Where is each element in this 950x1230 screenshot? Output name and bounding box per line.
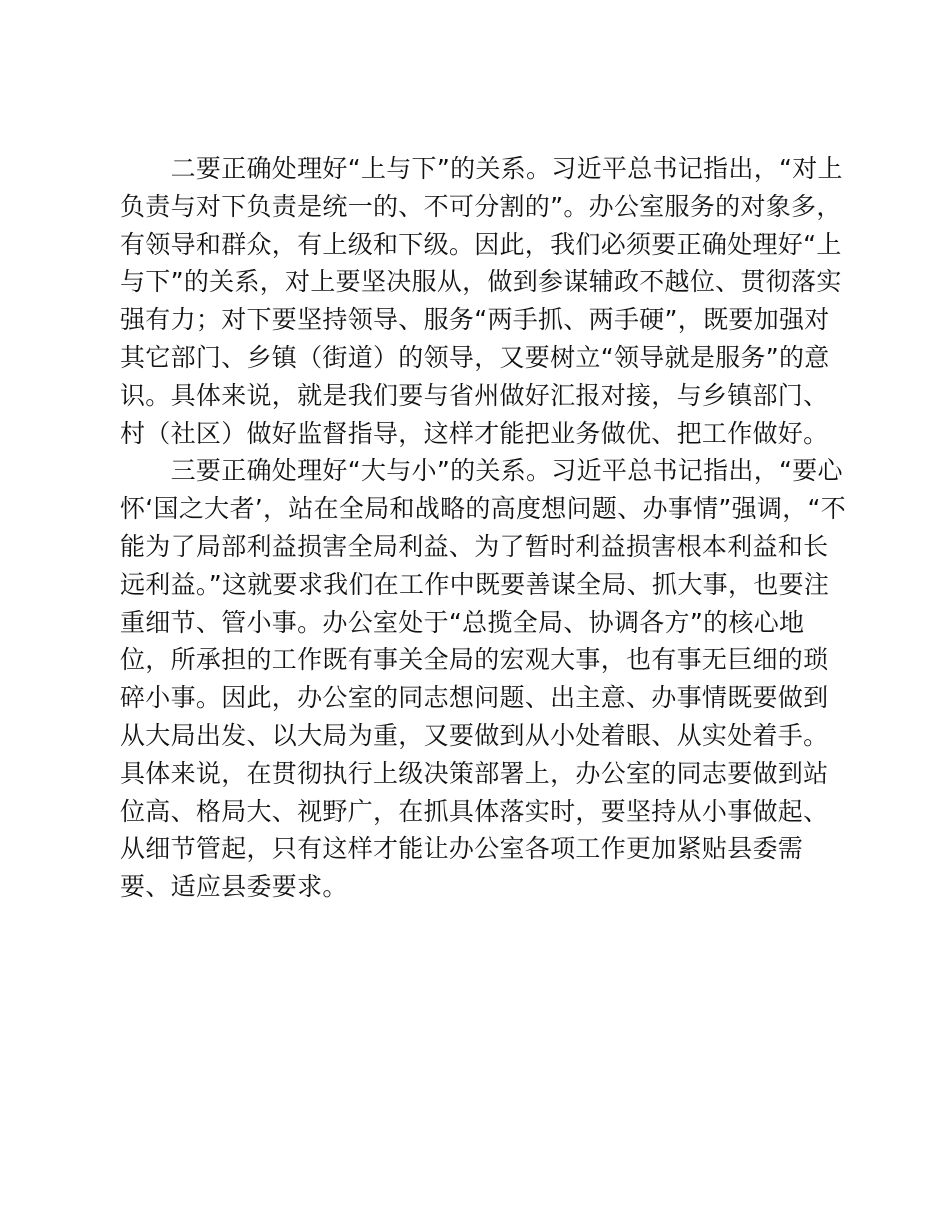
paragraph-big-small — [120, 452, 847, 906]
text-line: 三要正确处理好“大与小”的关系。习近平总书记指出，“要心 — [120, 456, 843, 486]
text-line: 位，所承担的工作既有事关全局的宏观大事，也有事无巨细的琐 — [120, 645, 829, 675]
text-line: 负责与对下负责是统一的、不可分割的”。办公室服务的对象多， — [120, 191, 842, 221]
body-text — [120, 150, 847, 906]
text-line: 二要正确处理好“上与下”的关系。习近平总书记指出，“对上 — [120, 154, 843, 183]
text-line: 其它部门、乡镇（街道）的领导，又要树立“领导就是服务”的意 — [120, 342, 830, 372]
text-line: 具体来说，在贯彻执行上级决策部署上，办公室的同志要做到站 — [120, 758, 829, 788]
text-line: 从大局出发、以大局为重，又要做到从小处着眼、从实处着手。 — [120, 720, 829, 750]
text-line: 位高、格局大、视野广，在抓具体落实时，要坚持从小事做起、 — [120, 796, 829, 826]
text-line: 村（社区）做好监督指导，这样才能把业务做优、把工作做好。 — [120, 418, 829, 448]
paragraph-upper-lower — [120, 150, 843, 452]
text-line: 强有力；对下要坚持领导、服务“两手抓、两手硬”，既要加强对 — [120, 305, 830, 335]
text-line: 怀‘国之大者’，站在全局和战略的高度想问题、办事情”强调，“不 — [120, 494, 847, 524]
text-line: 能为了局部利益损害全局利益、为了暂时利益损害根本利益和长 — [120, 531, 829, 561]
text-line: 要、适应县委要求。 — [120, 872, 348, 902]
text-line: 识。具体来说，就是我们要与省州做好汇报对接，与乡镇部门、 — [120, 380, 829, 410]
text-line: 远利益。”这就要求我们在工作中既要善谋全局、抓大事，也要注 — [120, 569, 830, 599]
text-line: 有领导和群众，有上级和下级。因此，我们必须要正确处理好“上 — [120, 229, 842, 259]
text-line: 碎小事。因此，办公室的同志想问题、出主意、办事情既要做到 — [120, 683, 829, 713]
text-line: 与下”的关系，对上要坚决服从，做到参谋辅政不越位、贯彻落实 — [120, 267, 842, 297]
text-line: 从细节管起，只有这样才能让办公室各项工作更加紧贴县委需 — [120, 834, 804, 864]
text-line: 重细节、管小事。办公室处于“总揽全局、协调各方”的核心地 — [120, 607, 805, 637]
